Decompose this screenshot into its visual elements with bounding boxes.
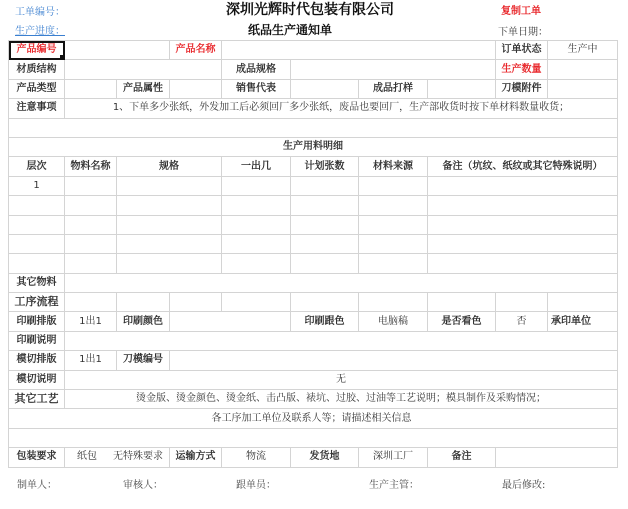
- sample-field[interactable]: [428, 79, 496, 98]
- material-structure-field[interactable]: [65, 60, 222, 79]
- follower-label: 跟单员：: [236, 480, 276, 491]
- print-notes-field[interactable]: [65, 331, 618, 350]
- cell-ups[interactable]: [222, 176, 291, 195]
- other-craft-row: [9, 390, 618, 409]
- product-attr-field[interactable]: [170, 79, 222, 98]
- fill-handle[interactable]: [60, 55, 65, 60]
- form-row-blank: [9, 118, 618, 137]
- contacts-text[interactable]: 各工序加工单位及联系人等；请描述相关信息: [9, 409, 618, 428]
- sample-label: 成品打样: [359, 79, 428, 98]
- print-row: [9, 312, 618, 331]
- process-step-8[interactable]: [496, 293, 548, 312]
- process-step-2[interactable]: [117, 293, 170, 312]
- print-color-label: 印刷颜色: [117, 312, 170, 331]
- company-name: 深圳光辉时代包装有限公司: [226, 2, 394, 18]
- cell-planned-sheets[interactable]: [291, 254, 359, 273]
- cell-layer[interactable]: [9, 234, 65, 253]
- reviewer-label: 审核人：: [123, 480, 163, 491]
- cell-layer[interactable]: [9, 215, 65, 234]
- print-layout-label: 印刷排版: [9, 312, 65, 331]
- contacts-row: [9, 409, 618, 428]
- finished-spec-field[interactable]: [291, 60, 496, 79]
- form-row-product: [9, 41, 618, 60]
- cell-source[interactable]: [359, 176, 428, 195]
- die-attachment-label: 刀模附件: [496, 79, 548, 98]
- form-row-type: [9, 79, 618, 98]
- other-craft-text[interactable]: 烫金版、烫金颜色、烫金纸、击凸版、裱坑、过胶、过油等工艺说明；模具制作及采购情况；: [65, 390, 618, 409]
- die-row: [9, 351, 618, 370]
- other-materials-label: 其它物料: [9, 273, 65, 292]
- die-notes-label: 模切说明: [9, 370, 65, 389]
- table-row: [9, 215, 618, 234]
- form-row-material: [9, 60, 618, 79]
- col-header-remarks: 备注（坑纹、纸纹或其它特殊说明）: [428, 157, 618, 176]
- sales-rep-label: 销售代表: [222, 79, 291, 98]
- process-step-4[interactable]: [222, 293, 291, 312]
- cell-ups[interactable]: [222, 234, 291, 253]
- product-code-label[interactable]: 产品编号: [9, 41, 65, 60]
- material-structure-label: 材质结构: [9, 60, 65, 79]
- production-order-form: [8, 40, 618, 468]
- packing-value-2: 无特殊要求: [113, 451, 163, 463]
- product-type-label: 产品类型: [9, 79, 65, 98]
- materials-header-row: [9, 157, 618, 176]
- col-header-planned-sheets: 计划张数: [291, 157, 359, 176]
- process-step-3[interactable]: [170, 293, 222, 312]
- process-flow-label: 工序流程: [9, 293, 65, 312]
- product-name-label: 产品名称: [170, 41, 222, 60]
- process-step-9[interactable]: [548, 293, 618, 312]
- shipping-row: [9, 448, 618, 467]
- cell-source[interactable]: [359, 234, 428, 253]
- die-layout-label: 模切排版: [9, 351, 65, 370]
- cell-remarks[interactable]: [428, 196, 618, 215]
- blank-row-2: [9, 428, 618, 447]
- print-color-field[interactable]: [170, 312, 291, 331]
- cell-ups[interactable]: [222, 254, 291, 273]
- cell-spec[interactable]: [117, 254, 222, 273]
- finished-spec-label: 成品规格: [222, 60, 291, 79]
- print-notes-label: 印刷说明: [9, 331, 65, 350]
- cell-spec[interactable]: [117, 176, 222, 195]
- blank-field[interactable]: [9, 428, 618, 447]
- die-attachment-field[interactable]: [548, 79, 618, 98]
- remarks-field[interactable]: [496, 448, 618, 467]
- die-no-field[interactable]: [170, 351, 618, 370]
- print-follow-value[interactable]: 电脑稿: [359, 312, 428, 331]
- cell-remarks[interactable]: [428, 215, 618, 234]
- remarks-label: 备注: [428, 448, 496, 467]
- cell-layer[interactable]: [9, 196, 65, 215]
- copy-order-button[interactable]: 复制工单: [501, 6, 541, 17]
- product-code-field[interactable]: [65, 41, 170, 60]
- printer-label: 承印单位: [548, 312, 618, 331]
- cell-spec[interactable]: [117, 234, 222, 253]
- creator-label: 制单人：: [17, 480, 57, 491]
- sales-rep-field[interactable]: [291, 79, 359, 98]
- cell-layer[interactable]: [9, 254, 65, 273]
- packing-label: 包装要求: [9, 448, 65, 467]
- cell-material-name[interactable]: [65, 234, 117, 253]
- other-materials-field[interactable]: [65, 273, 618, 292]
- transport-label: 运输方式: [170, 448, 222, 467]
- cell-material-name[interactable]: [65, 215, 117, 234]
- process-step-7[interactable]: [428, 293, 496, 312]
- supervisor-label: 生产主管：: [369, 480, 419, 491]
- materials-section-row: [9, 137, 618, 156]
- table-row: [9, 176, 618, 195]
- cell-planned-sheets[interactable]: [291, 196, 359, 215]
- cell-ups[interactable]: [222, 196, 291, 215]
- product-attr-label: 产品属性: [117, 79, 170, 98]
- cell-spec[interactable]: [117, 215, 222, 234]
- form-title: 纸品生产通知单: [248, 23, 333, 37]
- production-qty-field[interactable]: [548, 60, 618, 79]
- cell-source[interactable]: [359, 254, 428, 273]
- other-materials-row: [9, 273, 618, 292]
- cell-ups[interactable]: [222, 215, 291, 234]
- notes-text[interactable]: 1、下单多少张纸，外发加工后必须回厂多少张纸，废品也要回厂，生产部收货时按下单材料数量收货；: [65, 99, 618, 118]
- product-type-field[interactable]: [65, 79, 117, 98]
- cell-remarks[interactable]: [428, 176, 618, 195]
- cell-material-name[interactable]: [65, 196, 117, 215]
- table-row: [9, 196, 618, 215]
- die-notes-row: [9, 370, 618, 389]
- die-notes-value[interactable]: 无: [65, 370, 618, 389]
- col-header-spec: 规格: [117, 157, 222, 176]
- cell-source[interactable]: [359, 196, 428, 215]
- production-qty-label: 生产数量: [496, 60, 548, 79]
- col-header-layer: 层次: [9, 157, 65, 176]
- process-step-5[interactable]: [291, 293, 359, 312]
- cell-remarks[interactable]: [428, 234, 618, 253]
- form-row-notes: [9, 99, 618, 118]
- print-notes-row: [9, 331, 618, 350]
- cell-remarks[interactable]: [428, 254, 618, 273]
- packing-field[interactable]: [65, 448, 170, 467]
- transport-value[interactable]: 物流: [222, 448, 291, 467]
- col-header-ups: 一出几: [222, 157, 291, 176]
- process-flow-row: [9, 293, 618, 312]
- die-no-label: 刀模编号: [117, 351, 170, 370]
- cell-layer[interactable]: 1: [9, 176, 65, 195]
- process-step-6[interactable]: [359, 293, 428, 312]
- other-craft-label: 其它工艺: [9, 390, 65, 409]
- cell-planned-sheets[interactable]: [291, 215, 359, 234]
- cell-material-name[interactable]: [65, 254, 117, 273]
- color-check-value[interactable]: 否: [496, 312, 548, 331]
- cell-material-name[interactable]: [65, 176, 117, 195]
- notes-label: 注意事项: [9, 99, 65, 118]
- cell-source[interactable]: [359, 215, 428, 234]
- work-order-no-label: 工单编号：: [15, 7, 65, 18]
- col-header-source: 材料来源: [359, 157, 428, 176]
- order-status-label: 订单状态: [496, 41, 548, 60]
- order-date-label: 下单日期：: [498, 27, 548, 38]
- col-header-material-name: 物料名称: [65, 157, 117, 176]
- die-layout-value[interactable]: 1出1: [65, 351, 117, 370]
- cell-planned-sheets[interactable]: [291, 234, 359, 253]
- materials-section-title: 生产用料明细: [9, 137, 618, 156]
- process-step-1[interactable]: [65, 293, 117, 312]
- last-modified-label: 最后修改:: [502, 480, 546, 491]
- blank-row[interactable]: [9, 118, 618, 137]
- table-row: [9, 254, 618, 273]
- ship-from-label: 发货地: [291, 448, 359, 467]
- print-layout-value[interactable]: 1出1: [65, 312, 117, 331]
- color-check-label: 是否看色: [428, 312, 496, 331]
- packing-value-1: 纸包: [77, 451, 97, 463]
- table-row: [9, 234, 618, 253]
- print-follow-label: 印刷跟色: [291, 312, 359, 331]
- order-status-value[interactable]: 生产中: [548, 41, 618, 60]
- cell-planned-sheets[interactable]: [291, 176, 359, 195]
- cell-spec[interactable]: [117, 196, 222, 215]
- ship-from-value[interactable]: 深圳工厂: [359, 448, 428, 467]
- product-name-field[interactable]: [222, 41, 496, 60]
- production-progress-link[interactable]: 生产进度：: [15, 26, 65, 37]
